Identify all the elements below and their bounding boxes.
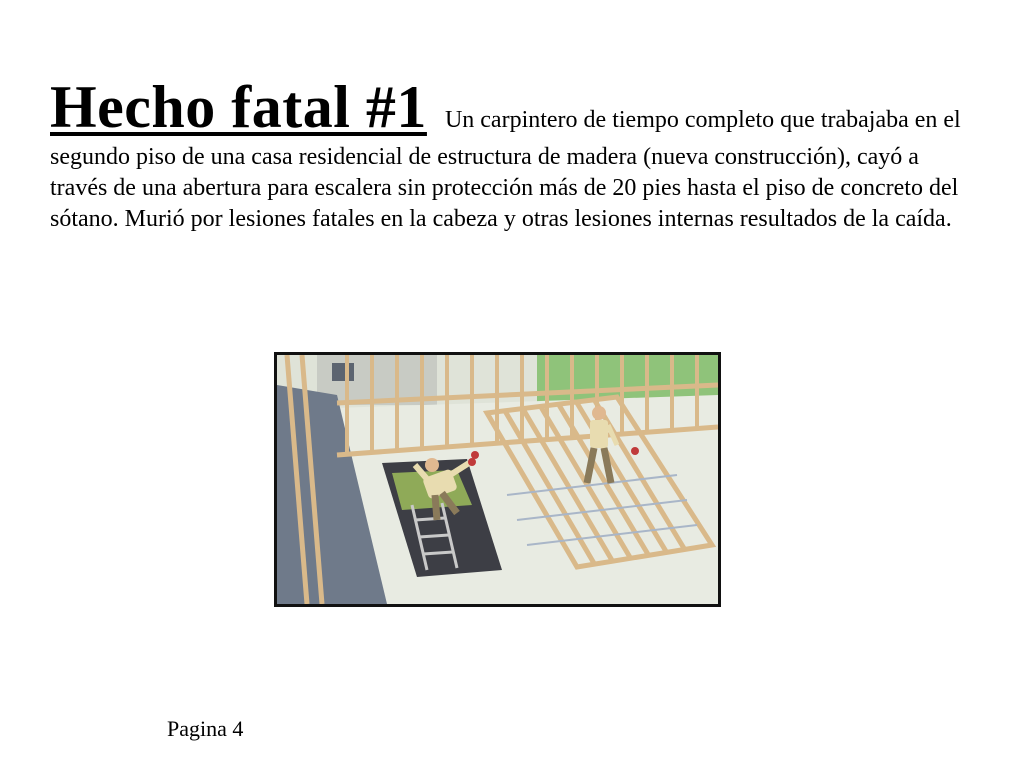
slide-text-block — [50, 72, 980, 235]
slide-body-text: Un carpintero de tiempo completo que trabajaba en el segundo piso de una casa residencial de estructura de madera (nueva construcción), cayó a través de una abertura para escalera sin protección más de 20 pies hasta el piso de concreto del sótano. Murió por lesiones fatales en la cabeza y otras lesiones internas resultados de la caída. — [50, 107, 961, 232]
title-spacer — [433, 107, 439, 133]
fall-scene-illustration — [274, 352, 721, 607]
neighbor-window — [332, 363, 354, 381]
slide-title: Hecho fatal #1 — [50, 74, 427, 140]
red-tool-left — [471, 451, 479, 459]
page-number: Pagina 4 — [167, 716, 244, 741]
fall-scene-drawing — [277, 355, 718, 604]
red-tool-right — [631, 447, 639, 455]
